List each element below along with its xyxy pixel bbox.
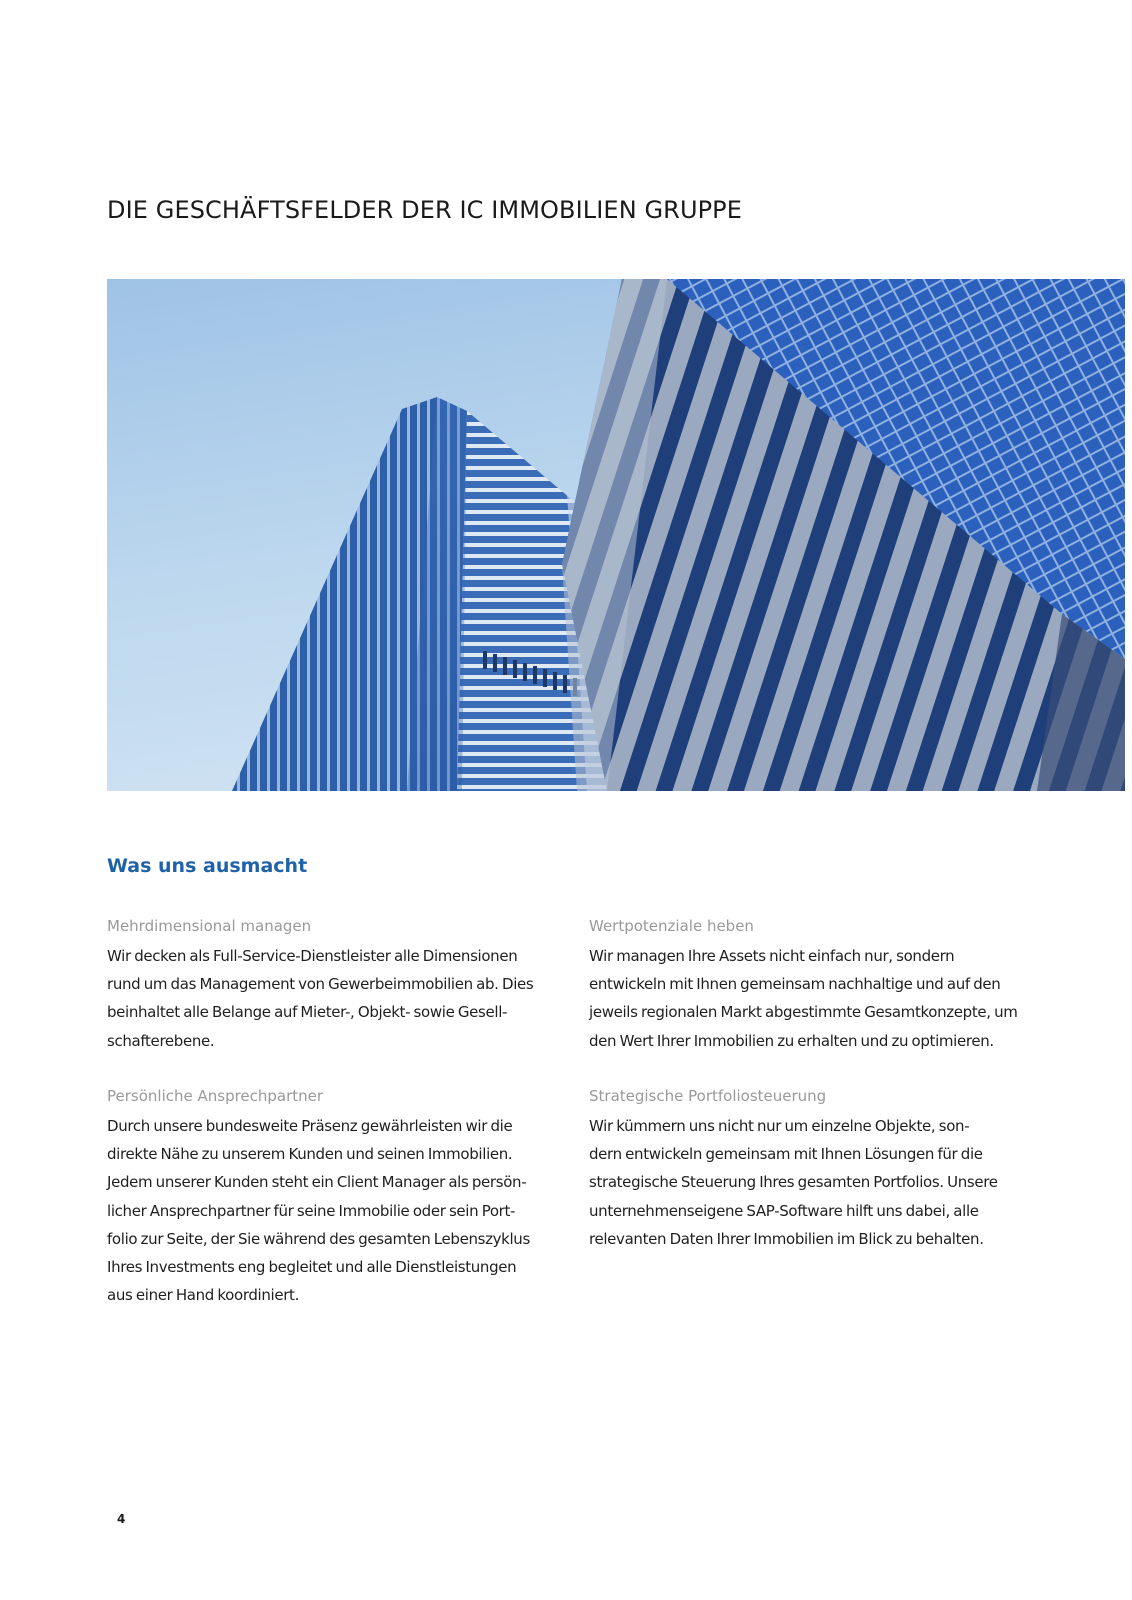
text-line: dern entwickeln gemeinsam mit Ihnen Lösungen für die xyxy=(589,1145,983,1164)
text-line: Jedem unserer Kunden steht ein Client Manager als persön- xyxy=(107,1173,527,1192)
text-line: aus einer Hand koordiniert. xyxy=(107,1286,299,1305)
text-line: den Wert Ihrer Immobilien zu erhalten und zu optimieren. xyxy=(589,1031,994,1050)
text-line: folio zur Seite, der Sie während des gesamten Lebenszyklus xyxy=(107,1229,530,1248)
text-line: beinhaltet alle Belange auf Mieter-, Objekt- sowie Gesell- xyxy=(107,1003,508,1022)
text-block-wertpotenziale xyxy=(589,914,1034,1055)
text-line: Wir managen Ihre Assets nicht einfach nur, sondern xyxy=(589,947,955,965)
page-title: DIE GESCHÄFTSFELDER DER IC IMMOBILIEN GRUPPE xyxy=(107,196,743,224)
text-line: unternehmenseigene SAP-Software hilft uns dabei, alle xyxy=(589,1201,979,1220)
hero-building-photo xyxy=(107,279,1125,791)
text-block-portfoliosteuerung xyxy=(589,1084,1034,1253)
block-heading: Persönliche Ansprechpartner xyxy=(107,1087,324,1105)
text-block-ansprechpartner xyxy=(107,1084,547,1309)
text-line: strategische Steuerung Ihres gesamten Portfolios. Unsere xyxy=(589,1173,998,1192)
text-line: Wir decken als Full-Service-Dienstleister alle Dimensionen xyxy=(107,947,518,965)
block-text xyxy=(589,942,1034,1055)
text-line: relevanten Daten Ihrer Immobilien im Blick zu behalten. xyxy=(589,1229,984,1248)
block-text xyxy=(589,1112,1034,1253)
block-heading: Strategische Portfoliosteuerung xyxy=(589,1087,827,1105)
text-line: entwickeln mit Ihnen gemeinsam nachhaltige und auf den xyxy=(589,975,1001,994)
text-line: licher Ansprechpartner für seine Immobilie oder sein Port- xyxy=(107,1201,516,1220)
block-heading: Mehrdimensional managen xyxy=(107,917,312,935)
text-line: direkte Nähe zu unserem Kunden und seinen Immobilien. xyxy=(107,1145,513,1164)
text-line: schafterebene. xyxy=(107,1031,215,1050)
text-line: Durch unsere bundesweite Präsenz gewährleisten wir die xyxy=(107,1117,513,1135)
text-line: Ihres Investments eng begleitet und alle Dienstleistungen xyxy=(107,1258,517,1277)
block-text xyxy=(107,1112,547,1309)
text-block-mehrdimensional xyxy=(107,914,547,1055)
text-line: rund um das Management von Gewerbeimmobilien ab. Dies xyxy=(107,975,534,994)
page-number: 4 xyxy=(117,1512,126,1526)
section-heading: Was uns ausmacht xyxy=(107,855,308,877)
text-line: jeweils regionalen Markt abgestimmte Gesamtkonzepte, um xyxy=(589,1003,1018,1022)
block-text xyxy=(107,942,547,1055)
block-heading: Wertpotenziale heben xyxy=(589,917,754,935)
text-line: Wir kümmern uns nicht nur um einzelne Objekte, son- xyxy=(589,1117,970,1135)
